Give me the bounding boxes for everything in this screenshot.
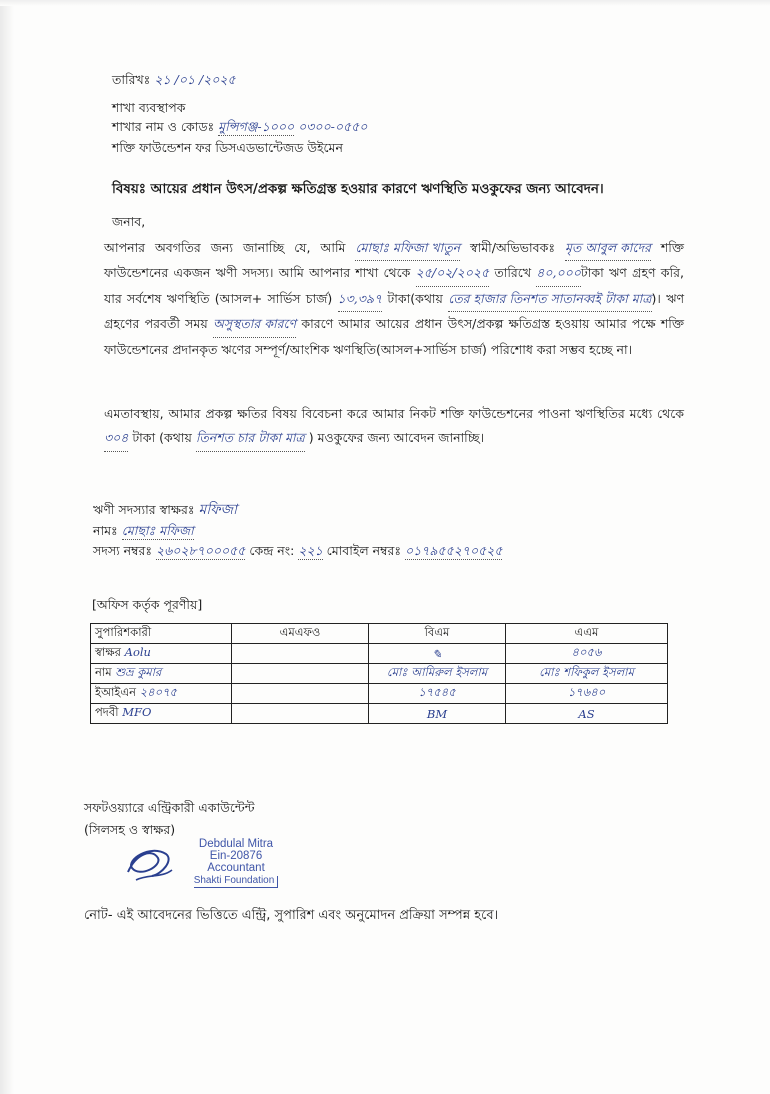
seal-org: Shakti Foundation	[194, 876, 279, 888]
p1-text-e: টাকা ঋণ গ্রহণ করি, যার সর্বশেষ ঋণস্থিতি (আসল+ সার্ভিস চার্জ)	[104, 265, 684, 306]
p2-text-c: ) মওকুফের জন্য আবেদন জানাচ্ছি।	[308, 430, 485, 446]
subject-line: বিষয়ঃ আয়ের প্রধান উৎস/প্রকল্প ক্ষতিগ্রস্ত হওয়ার কারণে ঋণস্থিতি মওকুফের জন্য আবেদন।	[112, 181, 604, 197]
p1-applicant-name: মোছাঃ মফিজা খাতুন	[355, 236, 460, 261]
p1-text-h: কারণে আমার আয়ের প্রধান উৎস/প্রকল্প ক্ষতিগ্রস্ত হওয়ায় আমার পক্ষে শক্তি ফাউন্ডেশনের প্রদানকৃত ঋণের সম্পূর্ণ/আংশিক ঋণস্থিতি(আসল+সার্ভিস চার্জ) পরিশোধ করা সম্ভব হচ্ছে না।	[104, 316, 684, 357]
seal-ein: Ein-20876	[209, 850, 263, 863]
office-heading: [অফিস কর্তৃক পূরণীয়]	[92, 597, 203, 612]
office-table	[90, 623, 668, 724]
member-signature-line	[93, 502, 237, 520]
table-cell	[232, 684, 369, 704]
table-row	[91, 664, 668, 684]
p2-text-a: এমতাবস্থায়, আমার প্রকল্প ক্ষতির বিষয় বিবেচনা করে আমার নিকট শক্তি ফাউন্ডেশনের পাওনা ঋণস্থিতির মধ্যে থেকে	[104, 406, 684, 421]
org-name: শক্তি ফাউন্ডেশন ফর ডিসএডভান্টেজড উইমেন	[112, 140, 343, 155]
footer-note: নোট- এই আবেদনের ভিত্তিতে এন্ট্রি, সুপারিশ এবং অনুমোদন প্রক্রিয়া সম্পন্ন হবে।	[84, 908, 499, 923]
p2-text-b: টাকা (কথায়	[132, 430, 192, 446]
seal-name: Debdulal Mitra	[198, 838, 274, 850]
member-signature-label: ঋণী সদস্যার স্বাক্ষরঃ	[93, 502, 195, 517]
mobile-label: মোবাইল নম্বরঃ	[326, 543, 402, 558]
table-cell: ১৭৫৪৫	[369, 684, 506, 704]
salutation: জনাব,	[112, 214, 146, 229]
table-cell: ✎	[369, 644, 506, 664]
scan-edge-left	[0, 0, 14, 1094]
row-label-text: পদবী	[95, 705, 119, 719]
table-cell	[232, 644, 369, 664]
member-no-label: সদস্য নম্বরঃ	[93, 543, 153, 558]
p1-balance-words: তের হাজার তিনশত সাতানব্বই টাকা মাত্র	[448, 287, 651, 312]
table-cell: মোঃ আমিরুল ইসলাম	[369, 664, 506, 684]
p2-waiver-amount: ৩০৪	[104, 426, 128, 451]
branch-value: মুন্সিগঞ্জ-১০০০	[218, 119, 295, 134]
p1-text-a: আপনার অবগতির জন্য জানাচ্ছি যে, আমি	[104, 240, 346, 255]
branch-label: শাখার নাম ও কোডঃ	[112, 119, 215, 134]
table-cell: AS	[506, 704, 668, 724]
p1-text-b: স্বামী/অভিভাবকঃ	[470, 240, 555, 255]
p2-waiver-words: তিনশত চার টাকা মাত্র	[196, 426, 305, 451]
table-cell: Aolu	[124, 645, 151, 659]
table-cell: মোঃ শফিকুল ইসলাম	[506, 664, 668, 684]
member-name-label: নামঃ	[93, 523, 118, 538]
accountant-title: সফটওয়্যারে এন্ট্রিকারী একাউন্টেন্ট	[84, 800, 255, 815]
center-no: ২২১	[298, 543, 323, 558]
table-cell	[232, 664, 369, 684]
row-label	[91, 704, 232, 724]
branch-code: ০৩০০-০৫৫০	[298, 119, 368, 134]
p1-loan-date: ২৫/০২/২০২৫	[416, 261, 489, 286]
table-cell: ৪০৫৬	[506, 644, 668, 664]
table-cell: MFO	[122, 705, 152, 719]
p1-text-f: টাকা(কথায়	[387, 290, 443, 306]
column-header: এমএফও	[232, 624, 369, 644]
row-label-text: নাম	[95, 665, 112, 679]
p1-text-c: শক্তি ফাউন্ডেশনের একজন ঋণী সদস্য। আমি আপনার শাখা থেকে	[104, 240, 684, 281]
mobile-no: ০১৭৯৫৫২৭০৫২৫	[405, 543, 503, 558]
row-label	[91, 684, 232, 704]
member-no: ২৬০২৮৭০০০৫৫	[156, 543, 246, 558]
table-cell	[232, 704, 369, 724]
row-label	[91, 664, 232, 684]
member-name-line	[93, 523, 194, 540]
p1-reason: অসুস্থতার কারণে	[213, 312, 296, 337]
branch-line	[112, 119, 367, 136]
row-label	[91, 644, 232, 664]
column-header: সুপারিশকারী	[91, 624, 232, 644]
p1-loan-amount: ৪০,০০০	[536, 261, 581, 286]
member-signature: মফিজা	[198, 502, 238, 518]
accountant-subtitle: (সিলসহ ও স্বাক্ষর)	[84, 822, 176, 837]
seal-role: Accountant	[207, 862, 265, 875]
date-value: ২১ /০১ /২০২৫	[154, 72, 236, 87]
p1-text-d: তারিখে	[494, 265, 532, 281]
member-name: মোছাঃ মফিজা	[121, 523, 194, 538]
row-label-text: স্বাক্ষর	[95, 645, 121, 659]
table-cell: শুভ্র কুমার	[115, 665, 162, 679]
p1-guardian-name: মৃত আবুল কাদের	[565, 236, 651, 261]
member-numbers-line: সদস্য নম্বরঃ ২৬০২৮৭০০০৫৫ কেন্দ্র নং: ২২১ মোবাইল নম্বরঃ ০১৭৯৫৫২৭০৫২৫	[93, 543, 503, 558]
date-label: তারিখঃ	[112, 72, 151, 87]
date-line	[112, 72, 236, 88]
row-label-text: ইআইএন	[95, 685, 136, 699]
body-paragraph-1	[104, 236, 684, 362]
p1-text-g: )। ঋণ গ্রহণের পরবর্তী সময়	[104, 290, 685, 332]
scan-edge-top	[0, 0, 770, 6]
table-cell: ২৪০৭৫	[139, 685, 178, 699]
accountant-seal	[176, 838, 296, 888]
column-header: এএম	[506, 624, 668, 644]
table-cell: ১৭৬৪০	[506, 684, 668, 704]
body-paragraph-2	[104, 402, 684, 452]
table-header-row	[91, 624, 668, 644]
table-row	[91, 684, 668, 704]
p1-balance: ১৩,৩৯৭	[338, 287, 383, 312]
center-label: কেন্দ্র নং	[249, 543, 291, 558]
column-header: বিএম	[369, 624, 506, 644]
table-row	[91, 644, 668, 664]
addressee-title: শাখা ব্যবস্থাপক	[112, 100, 186, 115]
table-cell: BM	[369, 704, 506, 724]
table-row	[91, 704, 668, 724]
